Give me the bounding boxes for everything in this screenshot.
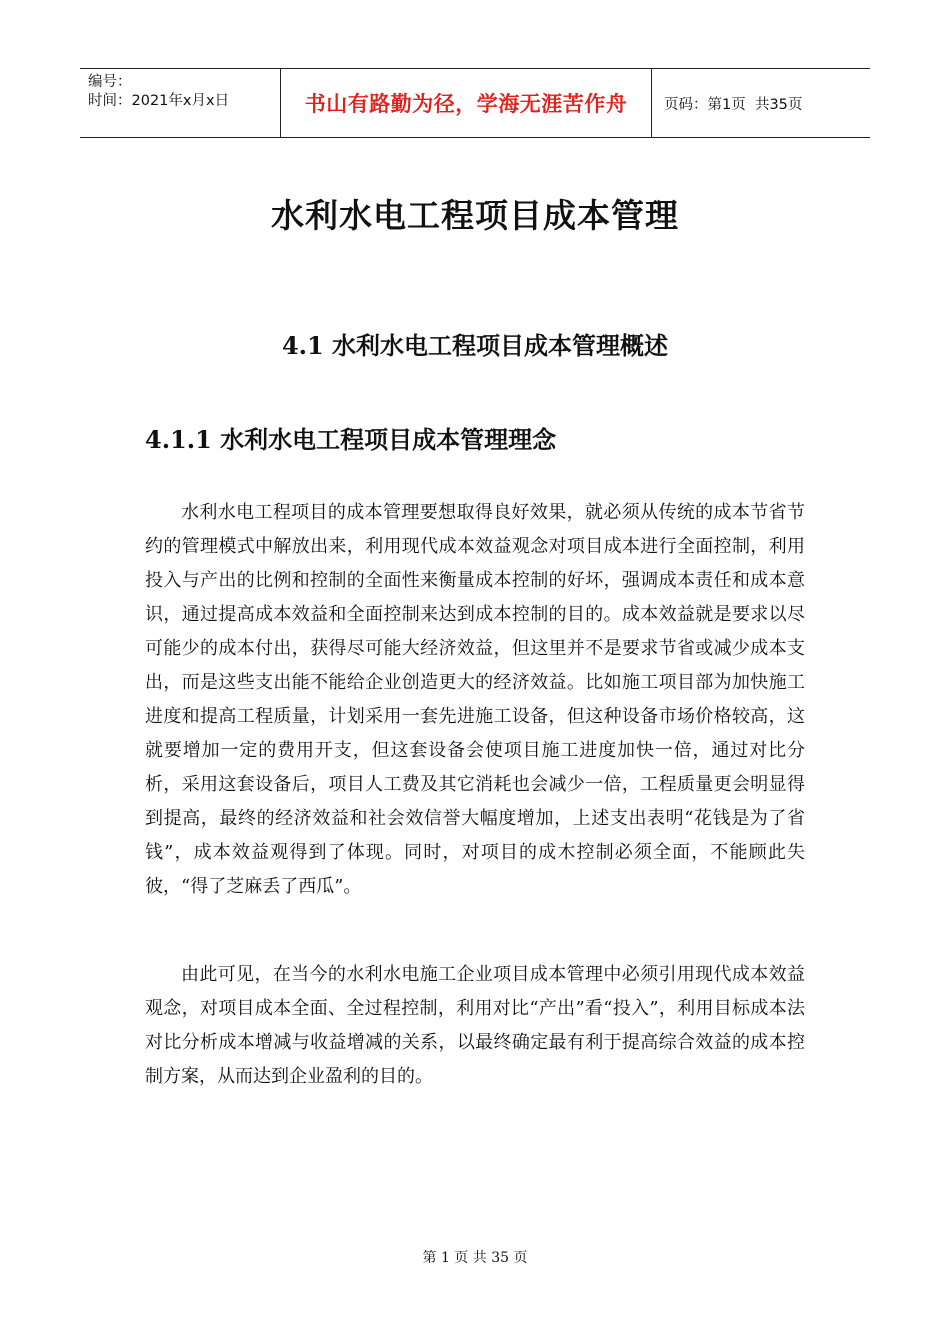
time-label: 时间：2021年x月x日 xyxy=(88,93,230,109)
body-paragraph: 水利水电工程项目的成本管理要想取得良好效果，就必须从传统的成本节省节约的管理模式中解放出来，利用现代成本效益观念对项目成本进行全面控制，利用投入与产出的比例和控制的全面性来衡量成本控制的好坏，强调成本责任和成本意识，通过提高成本效益和全面控制来达到成本控制的目的。成本效益就是要求以尽可能少的成本付出，获得尽可能大经济效益，但这里并不是要求节省或减少成本支出，而是这些支出能不能给企业创造更大的经济效益。比如施工项目部为加快施工进度和提高工程质量，计划采用一套先进施工设备，但这种设备市场价格较高，这就要增加一定的费用开支，但这套设备会使项目施工进度加快一倍，通过对比分析，采用这套设备后，项目人工费及其它消耗也会减少一倍，工程质量更会明显得到提高，最终的经济效益和社会效信誉大幅度增加，上述支出表明“花钱是为了省钱”，成本效益观得到了体现。同时，对项目的成木控制必须全面，不能顾此失彼，“得了芝麻丢了西瓜”。 xyxy=(145,502,805,897)
section-heading: 4.1 水利水电工程项目成本管理概述 xyxy=(281,331,669,360)
number-label: 编号： xyxy=(88,74,132,90)
document-title: 水利水电工程项目成本管理 xyxy=(271,196,679,235)
body-paragraph: 由此可见，在当今的水利水电施工企业项目成本管理中必须引用现代成本效益观念，对项目成本全面、全过程控制，利用对比“产出”看“投入”，利用目标成本法对比分析成本增减与收益增减的关系，以最终确定最有利于提高综合效益的成本控制方案，从而达到企业盈利的目的。 xyxy=(145,964,805,1087)
header-page-info xyxy=(652,69,870,137)
page-header xyxy=(80,68,870,138)
subsection-heading: 4.1.1 水利水电工程项目成本管理理念 xyxy=(145,425,557,454)
header-meta xyxy=(80,69,281,137)
motto-text: 书山有路勤为径，学海无涯苦作舟 xyxy=(304,92,628,116)
header-motto-cell xyxy=(281,69,652,137)
page-footer: 第 1 页 共 35 页 xyxy=(422,1250,528,1266)
page-info-text: 页码：第1页 共35页 xyxy=(664,96,803,113)
